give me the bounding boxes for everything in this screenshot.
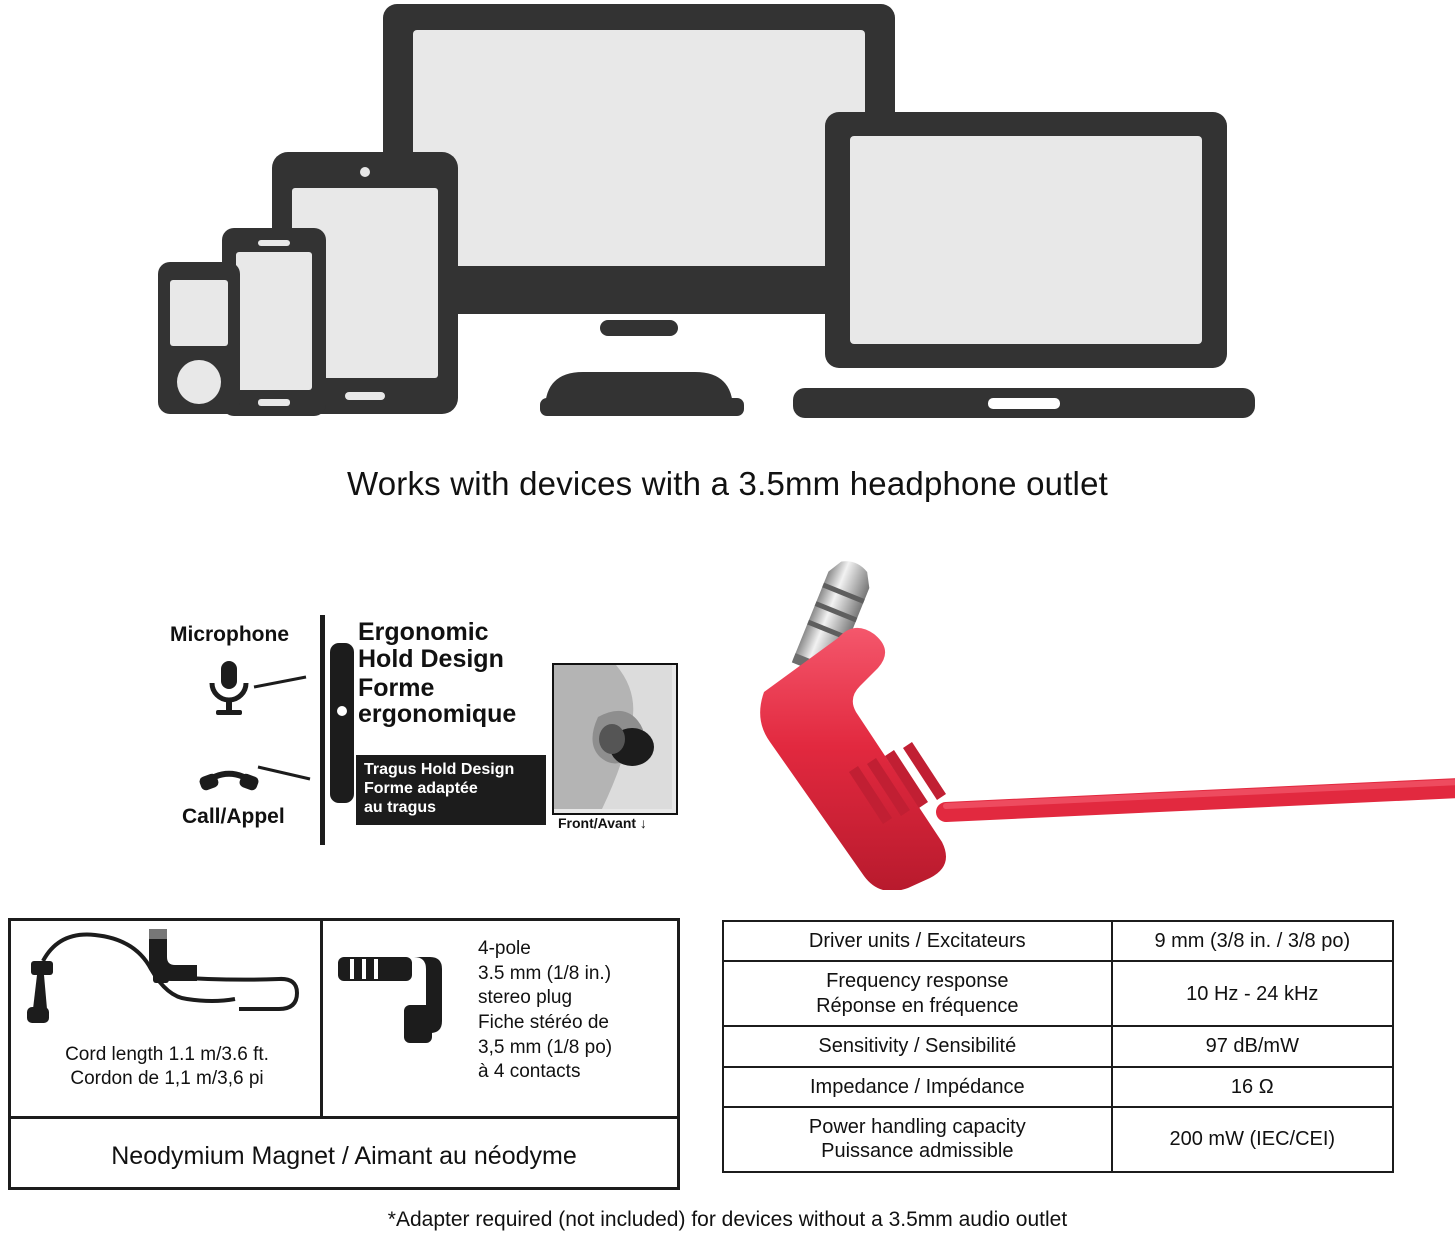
spec-label (723, 1107, 1112, 1172)
angled-plug-photo (700, 560, 1455, 890)
spec-value: 10 Hz - 24 kHz (1112, 961, 1393, 1026)
mid-section (0, 560, 1455, 890)
tragus-line3: au tragus (364, 798, 437, 816)
specifications-table (722, 920, 1394, 1173)
table-row (723, 921, 1393, 961)
spec-label (723, 1067, 1112, 1107)
tragus-line1: Tragus Hold Design (364, 761, 515, 778)
tragus-line2: Forme adaptée (364, 779, 478, 797)
plug-line-4: 3,5 mm (1/8 po) (478, 1036, 613, 1058)
cord-caption-en: Cord length 1.1 m/3.6 ft. (65, 1044, 269, 1065)
remote-control-graphic (300, 615, 360, 845)
spec-label-en: Sensitivity / Sensibilité (818, 1035, 1017, 1058)
headline-text: Works with devices with a 3.5mm headphone outlet (346, 465, 1109, 502)
spec-label (723, 1026, 1112, 1066)
ergonomic-hold-design-text (358, 619, 548, 728)
call-icon (198, 743, 260, 801)
plug-spec-text (478, 937, 612, 1085)
spec-label-fr: Puissance admissible (821, 1140, 1014, 1163)
laptop-icon (793, 112, 1255, 418)
plug-line-3: Fiche stéréo de (478, 1012, 609, 1034)
mp3-player-icon (158, 262, 240, 414)
spec-label-en: Impedance / Impédance (810, 1075, 1025, 1098)
spec-label (723, 961, 1112, 1026)
spec-value: 16 Ω (1112, 1067, 1393, 1107)
neodymium-magnet-row: Neodymium Magnet / Aimant au néodyme (111, 1141, 577, 1170)
call-leader-line (256, 763, 312, 785)
table-row (723, 1107, 1393, 1172)
plug-line-5: à 4 contacts (478, 1061, 581, 1083)
devices-illustration (0, 0, 1455, 450)
spec-label-en: Driver units / Excitateurs (808, 930, 1026, 952)
mic-remote-diagram (160, 615, 680, 845)
ergonomic-en-line2: Hold Design (358, 644, 504, 673)
spec-label-en: Power handling capacity (808, 1115, 1026, 1138)
microphone-label: Microphone (170, 623, 289, 646)
cord-and-plug-panel (8, 918, 680, 1190)
cord-length-caption (11, 1043, 323, 1091)
plug-line-0: 4-pole (478, 938, 531, 959)
ergonomic-fr-line2: ergonomique (358, 700, 517, 729)
plug-line-2: stereo plug (478, 987, 573, 1009)
microphone-icon (200, 657, 258, 719)
footnote-text: *Adapter required (not included) for devices without a 3.5mm audio outlet (387, 1208, 1068, 1231)
spec-label-en: Frequency response (826, 970, 1009, 993)
ergonomic-en-line1: Ergonomic (358, 618, 489, 646)
mic-leader-line (252, 675, 308, 695)
tragus-hold-design-badge (356, 755, 546, 825)
cord-cell (11, 921, 323, 1116)
plug-cell (326, 921, 677, 1116)
spec-value: 97 dB/mW (1112, 1026, 1393, 1066)
stereo-plug-icon (334, 945, 464, 1055)
spec-label (723, 921, 1112, 961)
cord-plug-top-row (11, 921, 677, 1119)
table-row (723, 1026, 1393, 1066)
table-row (723, 961, 1393, 1026)
spec-value: 9 mm (3/8 in. / 3/8 po) (1112, 921, 1393, 961)
desktop-monitor-icon (383, 4, 895, 416)
call-label: Call/Appel (182, 805, 285, 828)
spec-value: 200 mW (IEC/CEI) (1112, 1107, 1393, 1172)
ergonomic-fr-line1: Forme (358, 673, 435, 702)
table-row (723, 1067, 1393, 1107)
ear-photo (552, 663, 678, 815)
plug-line-1: 3.5 mm (1/8 in.) (478, 962, 612, 984)
spec-label-fr: Réponse en fréquence (816, 994, 1019, 1017)
cord-caption-fr: Cordon de 1,1 m/3,6 pi (70, 1067, 264, 1089)
front-avant-label: Front/Avant ↓ (558, 815, 647, 831)
earphone-cord-diagram (17, 929, 317, 1041)
